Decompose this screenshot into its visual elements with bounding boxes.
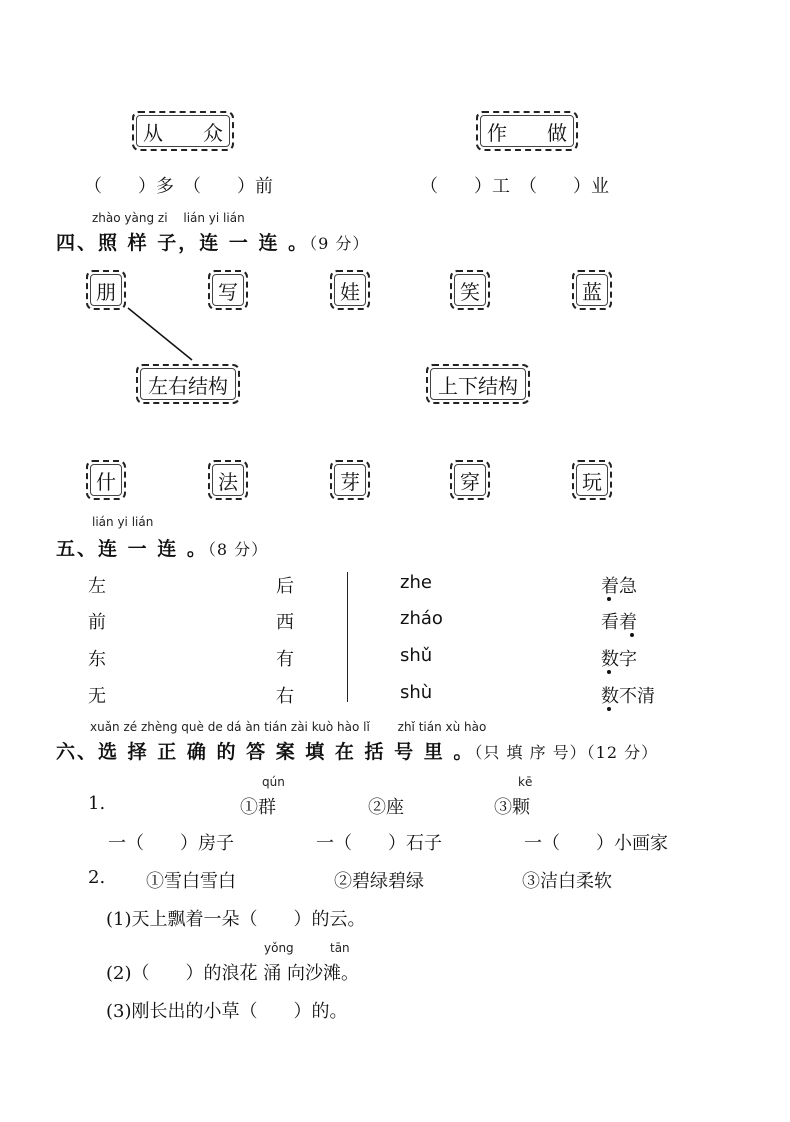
char-box-bottom[interactable] [450,460,490,500]
match-word-item[interactable]: 数字 [601,649,637,670]
section4-pinyin: zhào yàng zi lián yi lián [92,211,245,225]
word-box-text: 作 做 [487,120,567,145]
emphasis-dot [630,633,634,637]
match-word-item[interactable]: 数不清 [601,686,655,707]
match-left-item[interactable]: 左 [88,576,106,597]
option-ke: ③颗 [494,797,530,818]
char-text: 笑 [460,279,480,304]
char-text: 法 [218,469,238,494]
char-box-bottom[interactable] [572,460,612,500]
char-text: 穿 [460,469,480,494]
column-divider [347,572,348,702]
match-left-item[interactable]: 无 [88,686,106,707]
category-box-left-right[interactable] [136,364,240,404]
option-snow-white: ①雪白雪白 [146,871,236,892]
match-right-item[interactable]: 西 [276,612,294,633]
match-pinyin-item[interactable]: shù [400,682,433,703]
char-box-bottom[interactable] [208,460,248,500]
match-pinyin-item[interactable]: zháo [400,608,443,629]
match-left-item[interactable]: 前 [88,612,106,633]
section4-score: （9 分） [309,234,370,253]
option-qun: ①群 [240,797,276,818]
char-box-bottom[interactable] [86,460,126,500]
match-word-item[interactable]: 着急 [601,576,637,597]
section6-note: （只 填 序 号）（12 分） [474,743,659,762]
option-jade-green: ②碧绿碧绿 [334,871,424,892]
section5-heading [56,534,268,561]
option-pure-soft: ③洁白柔软 [522,871,612,892]
match-pinyin-item[interactable]: shǔ [400,645,433,666]
option-zuo: ②座 [368,797,404,818]
match-word-item[interactable]: 看着 [601,612,637,633]
fill-blank-line-2: （ ）工 （ ）业 [420,176,609,197]
option-pinyin: qún [262,775,285,789]
fill-sentence-1[interactable]: (1)天上飘着一朵（ ）的云。 [106,909,366,930]
match-pinyin-item[interactable]: zhe [400,572,432,593]
section6-heading [56,737,658,764]
word-pinyin: yǒng [264,941,294,955]
char-text: 什 [96,469,116,494]
section5-title: 五、连 一 连 。 [56,538,208,560]
match-right-item[interactable]: 右 [276,686,294,707]
emphasis-dot [607,597,611,601]
match-right-item[interactable]: 后 [276,576,294,597]
char-text: 蓝 [582,279,602,304]
char-box-bottom[interactable] [330,460,370,500]
emphasis-dot [607,670,611,674]
question-number: 1. [88,793,106,814]
section4-title: 四、照 样 子，连 一 连 。 [56,232,310,254]
word-box-text: 从 众 [143,120,223,145]
char-text: 写 [218,279,238,304]
match-left-item[interactable]: 东 [88,649,106,670]
section5-score: （8 分） [207,540,269,559]
fill-sentence-2[interactable]: (2)（ ）的浪花 涌 向沙滩。 [106,963,359,984]
char-text: 娃 [340,279,360,304]
fill-sentence-3[interactable]: (3)刚长出的小草（ ）的。 [106,1001,348,1022]
option-pinyin: kē [518,775,533,789]
emphasis-dot [607,707,611,711]
section6-title: 六、选 择 正 确 的 答 案 填 在 括 号 里 。 [56,741,475,763]
char-text: 朋 [96,279,116,304]
match-right-item[interactable]: 有 [276,649,294,670]
word-pinyin: tān [330,941,350,955]
answer-blank[interactable]: 一（ ）小画家 [524,833,668,854]
answer-blank[interactable]: 一（ ）石子 [316,833,442,854]
char-text: 芽 [340,469,360,494]
answer-blank[interactable]: 一（ ）房子 [108,833,234,854]
category-box-top-bottom[interactable] [426,364,530,404]
category-text: 上下结构 [438,373,518,398]
section6-pinyin: xuǎn zé zhèng què de dá àn tián zài kuò hào lǐ zhǐ tián xù hào [90,720,487,734]
section5-pinyin: lián yi lián [92,515,154,529]
fill-blank-line-1: （ ）多 （ ）前 [84,176,273,197]
char-text: 玩 [582,469,602,494]
question-number: 2. [88,867,106,888]
category-text: 左右结构 [148,373,228,398]
